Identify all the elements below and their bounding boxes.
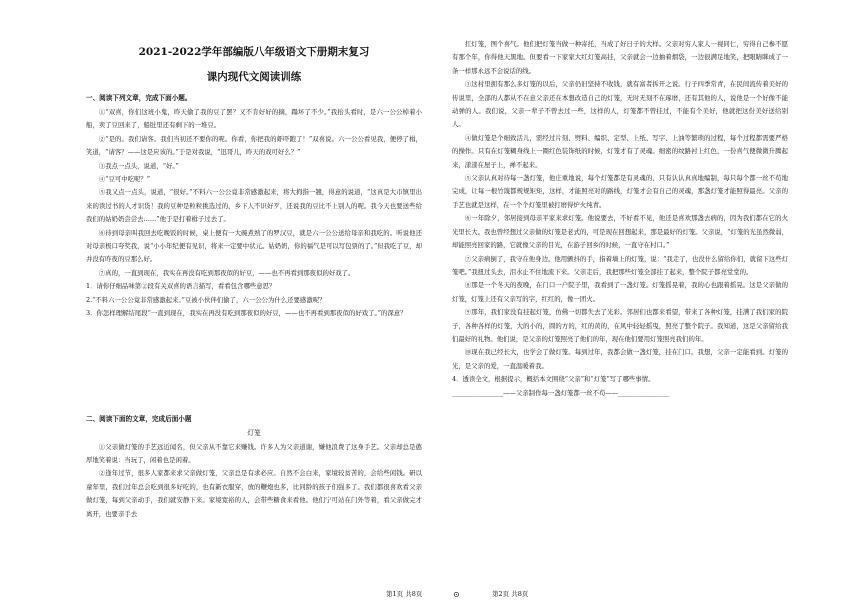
paragraph: ⑥待到母亲叫我回去吃晚饭的时候，桌上便有一大碗煮熟了的罗汉豆，就是六一公公送给母亲和我吃的。听说他还对母亲极口夸奖我，说“小小年纪便有见识，将来一定要中状元。姑奶奶，你的福气是可以写包票的了。”但我吃了豆，却并没有昨夜的豆那么好。 bbox=[86, 228, 422, 264]
paragraph: ⑧那是一个冬天的夜晚，在门口一户院子里，我看到了一盏灯笼。灯笼摇晃着，我的心也跟着摇晃。这是父亲做的灯笼，灯笼上还有父亲写的字，红红的，像一团火。 bbox=[452, 281, 788, 303]
right-content bbox=[452, 38, 788, 400]
paragraph: ⑩现在我已经长大，也学会了做灯笼。每到过年，我都会做一盏灯笼，挂在门口。我想，父亲一定能看到。灯笼的光，是父亲的爱，一直温暖着我。 bbox=[452, 348, 788, 370]
paragraph: ①父亲做灯笼的手艺远近闻名，但父亲从不靠它来赚钱。许多人为父亲道谢，嫌他浪费了这身手艺。父亲却总是憨厚地笑着说：当玩了，闲着也是闲着。 bbox=[86, 442, 422, 464]
question-item: 3．你怎样理解结尾段“一直到现在，我实在再没有吃到那夜似的好豆，——也不再看到那夜似的好戏了。”的深意？ bbox=[86, 309, 407, 318]
paragraph: ⑦真的，一直到现在，我实在再没有吃到那夜似的好豆，——也不再看到那夜似的好戏了。 bbox=[98, 268, 355, 277]
question-item: 2.“不料六一公公竟非常感激起来。”豆被小伙伴们偷了，六一公公为什么还要感激呢？ bbox=[86, 295, 326, 304]
section-heading-2: 二、阅读下面的文章，完成后面小题 bbox=[86, 414, 192, 423]
paragraph: ④“豆可中吃呢？” bbox=[98, 175, 151, 184]
answer-space bbox=[86, 321, 422, 409]
paragraph: ①“双喜，你们这班小鬼，昨天偷了我的豆了罢？又不肯好好的摘，蹋坏了不少。”我抬头看时，是六一公公棹着小船，卖了豆回来了，船肚里还有剩下的一堆豆。 bbox=[86, 108, 422, 130]
document-title: 2021-2022学年部编版八年级语文下册期末复习 bbox=[138, 46, 370, 58]
article-title: 灯笼 bbox=[247, 428, 261, 437]
paragraph: ⑥一年除夕，邻居接到母亲平家来求灯笼。他说要去，不好看不见，他还是喜欢那盏去病的，因为我们都在它的火光里长大。我也曾经想过父亲做的灯笼是老式的，可是现在回想起来，那是最好的灯笼。父亲说，“灯笼的光虽然微弱，却能照亮回家的路，它就像父亲的目光，在游子回乡的时候，一直守在村口。” bbox=[452, 214, 788, 250]
paragraph: ②“是的。我们请客。我们当初还不要你的呢。你看，你把我的虾吓跑了！”双喜说。六一公公看见我，便停了楫，笑道，“请客？——这是应该的。”于是对我说，“迅哥儿，昨天的戏可好么？” bbox=[86, 134, 422, 157]
paragraph: ⑦父亲病倒了，我守在他身边。他用颤抖的手，指着墙上的灯笼，说：“我走了，也没什么留给你们，就留下这些灯笼吧。”我扭过头去，泪水止不住地流下来。父亲走后，我把那些灯笼全部挂了起来，整个院子都亮堂堂的。 bbox=[452, 254, 788, 276]
page-number-right: 第2页 共8页 bbox=[492, 590, 529, 598]
question-item: 1．请你仔细品味第②段有关双喜的语言描写，看看包含哪些意思？ bbox=[86, 282, 276, 291]
paragraph: ⑤我又点一点头，说道，“很好。”不料六一公公竟非常感激起来，将大拇指一翘，得意的说道，“这真是大市镇里出来的读过书的人才识货！我的豆种是粒粒挑选过的，乡下人不识好歹，还说我的豆比不上别人的呢。我今天也要送些给我们的姑奶奶尝尝去……”他于是打着楫子过去了。 bbox=[86, 188, 422, 224]
section-heading-1: 一、阅读下列文章，完成下面小题。 bbox=[86, 94, 192, 102]
question-item: 4．透读全文，根据提示，概括本文围绕“父亲”和“灯笼”写了哪些事情。 bbox=[452, 375, 655, 384]
paragraph: 扛灯笼，图个喜气。他们把灯笼当做一种寄托，当成了好日子的大样。父亲对穷人家人一视同仁，穷得自己参不愿有那个年，你得他天黑地。但要看一下家家大红灯笼高挂，父亲就会一边抽着烟袋，一边很满足地笑，把眼睛眯成了一条一样那永远不会说话的线。 bbox=[452, 40, 788, 75]
document-subtitle: 课内现代文阅读训练 bbox=[206, 71, 302, 83]
paragraph: ②逢年过节，很多人家都来求父亲做灯笼，父亲总是有求必应。自然不会白来，家境较贫苦的，会给些闲钱。研以童年里，我们过年总会吃到很多好吃的，也有新衣服穿，放的鞭炮也多，比同龄的孩子们强多了。我们都很喜欢看父亲做灯笼，每到父亲动手，我们就安静下来。家境宽裕的人，会带些糖食来看他。他们宁可站在门外等着，看父亲做完才离开，也要亲手去 bbox=[86, 469, 422, 518]
answer-blank-line[interactable]: ________________——父亲制作每一盏灯笼都一丝不苟——________________ bbox=[452, 388, 670, 397]
paragraph: ③我点一点头，说道，“好。” bbox=[98, 161, 179, 170]
left-content bbox=[86, 40, 422, 521]
paragraph: ⑨那年，我们家没有挂起灯笼，仿佛一切都失去了光彩。邻居们也都来看望，带来了各种灯笼，挂满了我们家的院子，各种各样的灯笼，大的小的，圆的方的，红的黄的，在风中轻轻摇曳，照亮了整个院子。我知道，这是父亲留给我们最好的礼物。他们说，是父亲的灯笼照亮了他们的年，现在他们要用灯笼照亮我们的年。 bbox=[452, 308, 788, 343]
paragraph: ④做灯笼是个细致活儿，需经过片刻、劈料、编织、定型、上纸、写字、上油等繁琐的过程，每个过程都需要严格的操作。只有在灯笼糊身线上一圈红色装饰纸的时候，灯笼才有了灵魂。细密的纹路衬上红色，一份喜气便微微升腾起来，漾漾在屋子上，禅不起来。 bbox=[452, 133, 788, 169]
page-center-mark-icon: ⊙ bbox=[453, 590, 460, 599]
paragraph: ③这村里拥有那么多灯笼的以后，父亲仍旧坚持不收钱，就有富者拆开之说。行子四季常青，在民间流传着美好的传说里，全部的人都从不在意父亲还在本想改造自己的灯笼，无时无刻不在琢磨，还有其他的人，说他是一个好像不能动弹的人。我们说，父亲一辈子不曾去过一些，这样的人，灯笼都不曾挂过，不能有个美好，他就把这份美好送给别人。 bbox=[452, 80, 788, 129]
right-page bbox=[430, 0, 860, 608]
page-number-left: 第1页 共8页 bbox=[386, 590, 423, 598]
paragraph: ⑤父亲认真对待每一盏灯笼，他庄重地说，每个灯笼都是有灵魂的，只有认认真真地编制，每只每个都一丝不苟地完成，让每一根竹篾都规规矩矩，这样，才能照亮对的路线，灯笼才会有自己的灵魂，那盏灯笼才能照得最亮。父亲的手艺也就是这样，在一个个灯笼里被打磨得炉火纯青。 bbox=[452, 174, 788, 209]
